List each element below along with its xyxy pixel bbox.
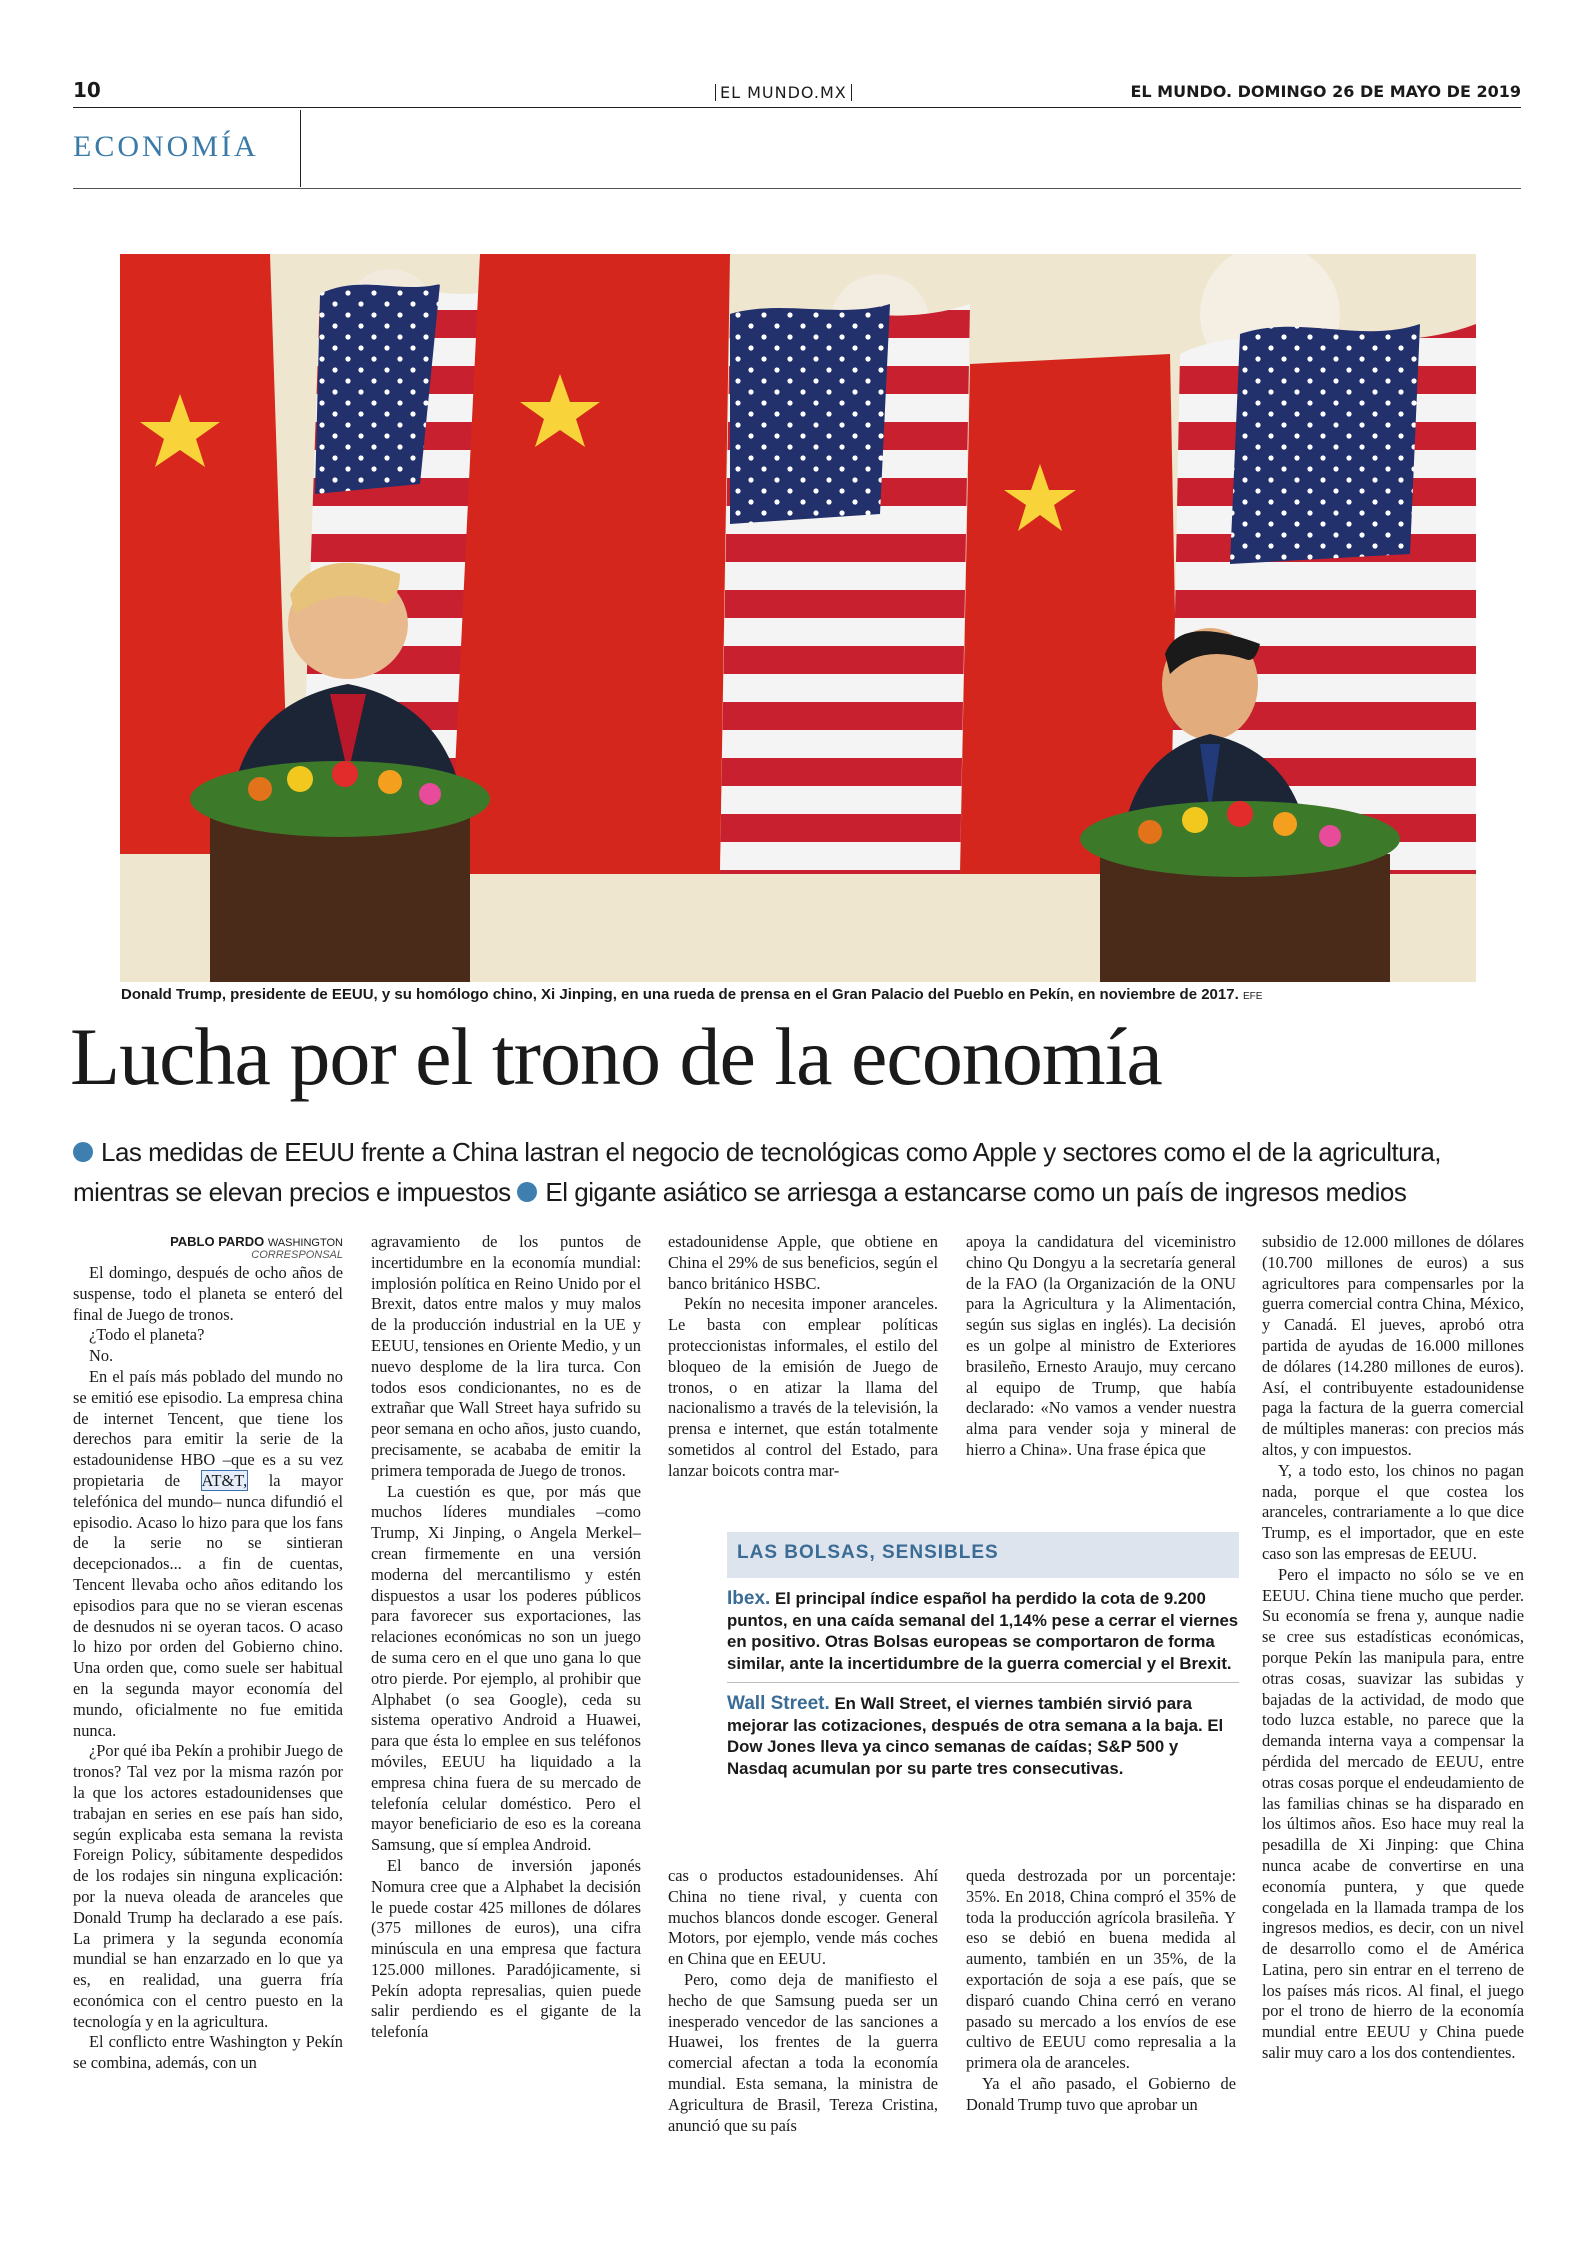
sidebar-keyword: Wall Street. xyxy=(727,1693,830,1714)
column-1 xyxy=(73,1234,343,2074)
paragraph: subsidio de 12.000 millones de dólares (10.700 millones de euros) a sus agricultores para compensarles por la guerra comercial contra China, México, y Canadá. El jueves, aprobó otra partida de ayudas de 16.000 millones de dólares (14.280 millones de euros). Así, el contribuyente estadounidense paga la factura de la guerra comercial de múltiples maneras: con precios más altos, y con impuestos. xyxy=(1262,1232,1524,1459)
column-3-bottom xyxy=(668,1866,938,2136)
sidebar-text: En Wall Street, el viernes también sirvió para mejorar las cotizaciones, después de otra semana a la baja. El Dow Jones lleva ya cinco semanas de caídas; S&P 500 y Nasdaq acumulan por su parte tres consecutivas. xyxy=(727,1694,1224,1778)
photo-credit: EFE xyxy=(1242,991,1263,1002)
paragraph xyxy=(73,1367,343,1741)
paragraph: El domingo, después de ocho años de suspense, todo el planeta se enteró del final de Juego de tronos. xyxy=(73,1263,343,1324)
lead-photo xyxy=(120,254,1476,982)
issue-date: EL MUNDO. DOMINGO 26 DE MAYO DE 2019 xyxy=(1130,82,1521,101)
location: WASHINGTON xyxy=(267,1237,343,1249)
column-3-top xyxy=(668,1232,938,1482)
bullet-dot-icon xyxy=(73,1142,93,1162)
dek xyxy=(73,1132,1543,1212)
bullet-dot-icon xyxy=(517,1182,537,1202)
section-rule xyxy=(73,188,1521,189)
paragraph-part: la mayor telefónica del mundo– nunca difundió el episodio. Acaso lo hizo para que los fans de la serie no se sintieran decepcionados... a fin de cuentas, Tencent llevaba ocho años editando los episodios para que no se vieran escenas de desnudos ni se oyeran tacos. O acaso lo hizo por orden del Gobierno chino. Una orden que, como suele ser habitual en la segunda mayor economía del mundo, oficialmente no fue emitida nunca. xyxy=(73,1470,343,1740)
paragraph: ¿Por qué iba Pekín a prohibir Juego de tronos? Tal vez por la misma razón por la que los actores estadounidenses que trabajan en series en ese país han sido, según explicaba esta semana la revista Foreign Policy, súbitamente despedidos de los rodajes sin ninguna explicación: por la nueva oleada de aranceles que Donald Trump ha declarado a ese país. La primera y la segunda economía mundial se han enzarzado en lo que ya es, en realidad, una guerra fría económica con el centro puesto en la tecnología y en la agricultura. xyxy=(73,1741,343,2031)
paragraph-part: En el país más poblado del mundo no se emitió ese episodio. La empresa china de internet Tencent, que tiene los derechos para emitir la serie de la estadounidense HBO –que es a su vez propietaria de xyxy=(73,1366,343,1490)
column-5 xyxy=(1262,1232,1524,2064)
column-4-bottom xyxy=(966,1866,1236,2116)
highlighted-link[interactable]: AT&T, xyxy=(201,1470,248,1490)
sidebar-item xyxy=(727,1683,1239,1787)
author-role: CORRESPONSAL xyxy=(251,1249,343,1261)
paragraph: El banco de inversión japonés Nomura cree que a Alphabet la decisión le puede costar 425 millones de dólares (375 millones de euros), una cifra minúscula en una empresa que factura 125.000 millones. Paradójicamente, si Pekín adopta represalias, quien puede salir perdiendo es el gigante de la telefonía xyxy=(371,1855,641,2042)
caption-text: Donald Trump, presidente de EEUU, y su homólogo chino, Xi Jinping, en una rueda de prensa en el Gran Palacio del Pueblo en Pekín, en noviembre de 2017. xyxy=(121,986,1239,1003)
headline: Lucha por el trono de la economía xyxy=(70,1011,1162,1102)
sidebar-keyword: Ibex. xyxy=(727,1588,771,1609)
masthead: EL MUNDO.MX xyxy=(715,84,852,101)
header-rule xyxy=(73,107,1521,108)
photo-caption xyxy=(121,986,1262,1003)
paragraph: Pero, como deja de manifiesto el hecho de que Samsung pueda ser un inesperado vencedor de las sanciones a Huawei, los frentes de la guerra comercial afectan a toda la economía mundial. Esta semana, la ministra de Agricultura de Brasil, Tereza Cristina, anunció que su país xyxy=(668,1969,938,2135)
page-number: 10 xyxy=(73,78,101,102)
sidebar-text: El principal índice español ha perdido la cota de 9.200 puntos, en una caída semanal del 1,14% pese a cerrar el viernes en positivo. Otras Bolsas europeas se comportaron de forma similar, ante la incertidumbre de la guerra comercial y el Brexit. xyxy=(727,1589,1239,1673)
column-2 xyxy=(371,1232,641,2043)
dek-1: Las medidas de EEUU frente a China lastran el negocio de tecnológicas como Apple y sectores como el de la agricultura, mientras se elevan precios e impuestos xyxy=(73,1137,1441,1207)
byline xyxy=(73,1234,343,1249)
paragraph: apoya la candidatura del viceministro chino Qu Dongyu a la secretaría general de la FAO (la Organización de la ONU para la Agricultura y la Alimentación, según sus siglas en inglés). La decisión es un golpe al ministro de Exteriores brasileño, Ernesto Araujo, muy cercano al equipo de Trump, que había declarado: «No vamos a vender nuestra alma para vender soja y mineral de hierro a China». Una frase épica que xyxy=(966,1232,1236,1459)
paragraph: La cuestión es que, por más que muchos líderes mundiales –como Trump, Xi Jinping, o Angela Merkel– crean firmemente en una versión moderna del mercantilismo y estén dispuestos a usar los poderes públicos para favorecer sus exportaciones, las relaciones económicas no son un juego de suma cero en el que uno gana lo que otro pierde. Por ejemplo, al prohibir que Alphabet (o sea Google), ceda su sistema operativo Android a Huawei, para que ésta lo emplee en sus teléfonos móviles, EEUU ha liquidado a la empresa china fuera de su mercado de telefonía celular doméstico. Pero el mayor beneficiario de eso es la coreana Samsung, que sí emplea Android. xyxy=(371,1481,641,1855)
paragraph: Ya el año pasado, el Gobierno de Donald Trump tuvo que aprobar un xyxy=(966,2073,1236,2114)
sidebar-box xyxy=(727,1532,1239,1816)
paragraph: ¿Todo el planeta? xyxy=(89,1325,205,1345)
section-divider xyxy=(300,110,301,187)
column-4-top xyxy=(966,1232,1236,1461)
paragraph: agravamiento de los puntos de incertidumbre en la economía mundial: implosión política en Reino Unido por el Brexit, datos entre malos y muy malos de la producción industrial en la UE y EEUU, tensiones en Oriente Medio, y un nuevo desplome de la lira turca. Con todos esos condicionantes, no es de extrañar que Wall Street haya sufrido su peor semana en ocho años, justo cuando, precisamente, se acababa de emitir la primera temporada de Juego de tronos. xyxy=(371,1232,641,1480)
sidebar-item xyxy=(727,1578,1239,1682)
paragraph: Y, a todo esto, los chinos no pagan nada, porque el que costea los aranceles, contrariamente a lo que dice Trump, es el importador, que en este caso son las empresas de EEUU. xyxy=(1262,1460,1524,1563)
paragraph: Pekín no necesita imponer aranceles. Le basta con emplear políticas proteccionistas informales, el estilo del bloqueo de la emisión de Juego de tronos, o en atizar la llama del nacionalismo a través de la televisión, la prensa e internet, que están totalmente sometidos al control del Estado, para lanzar boicots contra mar- xyxy=(668,1294,938,1480)
author: PABLO PARDO xyxy=(170,1234,265,1249)
sidebar-title: LAS BOLSAS, SENSIBLES xyxy=(727,1532,1239,1578)
paragraph: El conflicto entre Washington y Pekín se combina, además, con un xyxy=(73,2032,343,2073)
section-title: ECONOMÍA xyxy=(73,130,259,163)
paragraph: cas o productos estadounidenses. Ahí China no tiene rival, y cuenta con muchos blancos donde escoger. General Motors, por ejemplo, vende más coches en China que en EEUU. xyxy=(668,1866,938,1969)
dek-2: El gigante asiático se arriesga a estancarse como un país de ingresos medios xyxy=(545,1177,1407,1207)
paragraph: queda destrozada por un porcentaje: 35%. En 2018, China compró el 35% de toda la producción agrícola brasileña. Y eso se debió en buena medida al aumento, también en un 35%, de la exportación de soja a ese país, que se disparó cuando China cerró en verano pasado su mercado a los envíos de ese cultivo de EEUU como represalia a la primera ola de aranceles. xyxy=(966,1866,1236,2073)
paragraph: Pero el impacto no sólo se ve en EEUU. China tiene mucho que perder. Su economía se frena y, aunque nadie se cree sus estadísticas económicas, porque Pekín las manipula para, entre otras cosas, suavizar las subidas y bajadas de la actividad, de modo que todo luzca estable, no parece que la demanda interna vaya a compensar la pérdida del mercado de EEUU, entre otras cosas porque el endeudamiento de las familias chinas se ha disparado en los últimos años. Eso hace muy real la pesadilla de Xi Jinping: que China nunca acabe de convertirse en una economía puntera, y que quede congelada en la llamada trampa de los ingresos medios, es decir, con un nivel de desarrollo como el de América Latina, pero sin entrar en el terreno de los países más ricos. Al final, el juego por el trono de hierro de la economía mundial entre EEUU y China puede salir muy caro a los dos contendientes. xyxy=(1262,1564,1524,2063)
paragraph: No. xyxy=(89,1346,114,1366)
paragraph: estadounidense Apple, que obtiene en China el 29% de sus beneficios, según el banco británico HSBC. xyxy=(668,1232,938,1293)
